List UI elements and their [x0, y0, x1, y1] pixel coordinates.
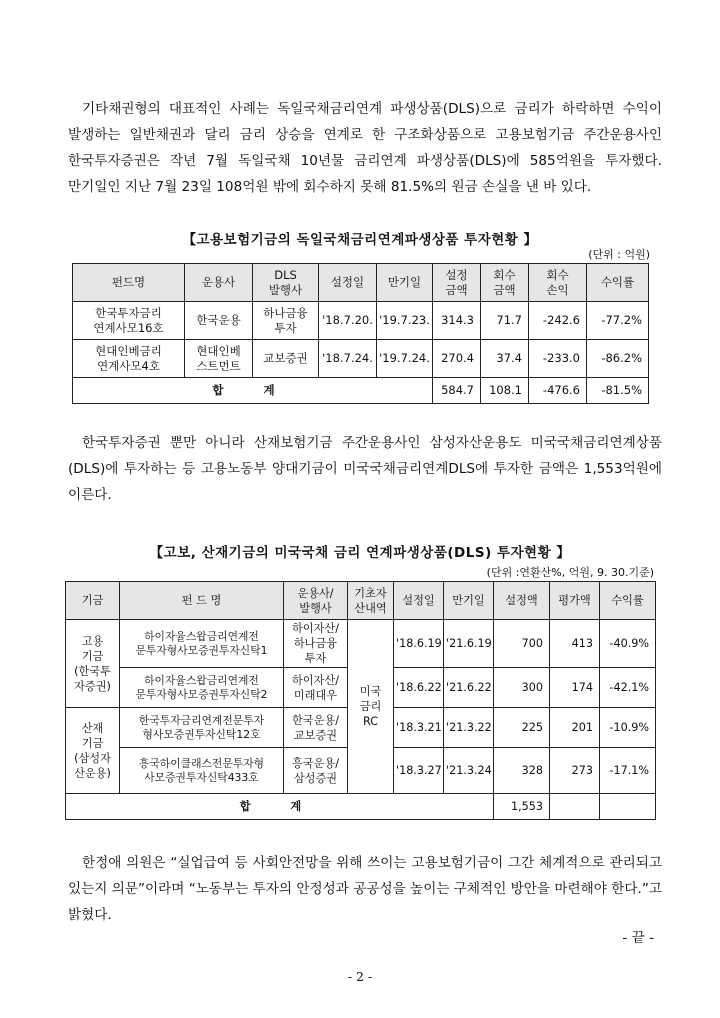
table2-unit: (단위 :연환산%, 억원, 9. 30.기준)	[486, 566, 654, 579]
table2-total-empty	[550, 794, 600, 820]
table1-total-recovered: 108.1	[481, 378, 529, 404]
table1-header-row	[73, 264, 649, 302]
table1-total-yield: -81.5%	[587, 378, 649, 404]
table2-cell-start: '18.6.22	[394, 668, 444, 708]
table2-cell-fund: 하이자율스왑금리연계전 문투자형사모증권투자신탁2	[120, 668, 284, 708]
table2-header-valuation: 평가액	[550, 582, 600, 620]
table1-header-recovered: 회수 금액	[481, 264, 529, 302]
paragraph-3-text: 한정애 의원은 “실업급여 등 사회안전망을 위해 쓰이는 고용보험기금이 그간 체계적으로 관리되고 있는지 의문”이라며 “노동부는 투자의 안정성과 공공성을 높이는 구체적인 방안을 마련해야 한다.”고 밝혔다.	[68, 855, 662, 923]
table2-header-fund-group: 기금	[66, 582, 120, 620]
table2-cell-start: '18.6.19	[394, 620, 444, 668]
table1-cell-pl: -233.0	[529, 340, 587, 378]
table1-header-pl: 회수 손익	[529, 264, 587, 302]
table1-cell-recovered: 71.7	[481, 302, 529, 340]
table2-header-underlying: 기초자 산내역	[348, 582, 394, 620]
table1-cell-yield: -86.2%	[587, 340, 649, 378]
table1-unit: (단위 : 억원)	[588, 248, 650, 261]
table1-cell-issuer: 하나금융 투자	[253, 302, 319, 340]
table1-cell-amount: 270.4	[433, 340, 481, 378]
table1-total-amount: 584.7	[433, 378, 481, 404]
table2-total-empty	[600, 794, 656, 820]
table2-cell-start: '18.3.27	[394, 748, 444, 794]
table2-cell-yield: -40.9%	[600, 620, 656, 668]
table2-group-industrial: 산재 기금 (삼성자 산운용)	[66, 708, 120, 794]
table1-cell-manager: 한국운용	[185, 302, 253, 340]
table2-header-manager: 운용사/ 발행사	[284, 582, 348, 620]
table2-cell-yield: -42.1%	[600, 668, 656, 708]
table1-cell-manager: 현대인베 스트먼트	[185, 340, 253, 378]
table2-cell-amount: 300	[494, 668, 550, 708]
table2-header-maturity: 만기일	[444, 582, 494, 620]
table2-cell-amount: 328	[494, 748, 550, 794]
table1-total-row	[73, 378, 649, 404]
table2-header-row	[66, 582, 656, 620]
table2-cell-yield: -10.9%	[600, 708, 656, 748]
table2-total-row	[66, 794, 656, 820]
table1-cell-yield: -77.2%	[587, 302, 649, 340]
table1-header-start: 설정일	[319, 264, 377, 302]
table2-cell-underlying: 미국 금리 RC	[348, 620, 394, 794]
table2-cell-yield: -17.1%	[600, 748, 656, 794]
table2-dls-us	[65, 581, 656, 820]
table1-cell-maturity: '19.7.23.	[377, 302, 433, 340]
table2-cell-fund: 흥국하이클래스전문투자형 사모증권투자신탁433호	[120, 748, 284, 794]
table1-header-fund: 펀드명	[73, 264, 185, 302]
table2-total-label: 합 계	[66, 794, 494, 820]
table2-cell-fund: 하이자율스왑금리연계전 문투자형사모증권투자신탁1	[120, 620, 284, 668]
table2-caption: 【고보, 산재기금의 미국국채 금리 연계파생상품(DLS) 투자현황 】	[149, 545, 571, 561]
table2-cell-maturity: '21.6.19	[444, 620, 494, 668]
table1-total-pl: -476.6	[529, 378, 587, 404]
paragraph-2-text: 한국투자증권 뿐만 아니라 산재보험기금 주간운용사인 삼성자산운용도 미국국채금리연계상품(DLS)에 투자하는 등 고용노동부 양대기금이 미국국채금리연계DLS에 투자한 금액은 1,553억원에 이른다.	[68, 435, 662, 503]
table1-header-maturity: 만기일	[377, 264, 433, 302]
paragraph-1-text: 기타채권형의 대표적인 사례는 독일국채금리연계 파생상품(DLS)으로 금리가 하락하면 수익이 발생하는 일반채권과 달리 금리 상승을 연계로 한 구조화상품으로 고용보험기금 주간운용사인 한국투자증권은 작년 7월 독일국채 10년물 금리연계 파생상품(DLS)에 585억원을 투자했다. 만기일인 지난 7월 23일 108억원 밖에 회수하지 못해 81.5%의 원금 손실을 낸 바 있다.	[68, 101, 662, 195]
page-number: - 2 -	[347, 969, 373, 984]
table2-header-amount: 설정액	[494, 582, 550, 620]
table2-cell-valuation: 201	[550, 708, 600, 748]
table1-header-issuer: DLS 발행사	[253, 264, 319, 302]
table1-cell-pl: -242.6	[529, 302, 587, 340]
table1-cell-fund: 현대인베금리 연계사모4호	[73, 340, 185, 378]
table-row	[66, 620, 656, 668]
end-mark: - 끝 -	[622, 930, 654, 946]
table1-caption: 【고용보험기금의 독일국채금리연계파생상품 투자현황 】	[182, 232, 538, 248]
table-row	[73, 340, 649, 378]
table1-total-label: 합 계	[73, 378, 433, 404]
table2-header-yield: 수익률	[600, 582, 656, 620]
table2-cell-manager: 하이자산/ 미래대우	[284, 668, 348, 708]
table2-total-amount: 1,553	[494, 794, 550, 820]
table2-group-employment: 고용 기금 (한국투 자증권)	[66, 620, 120, 708]
paragraph-3	[68, 850, 662, 928]
table1-cell-amount: 314.3	[433, 302, 481, 340]
table2-cell-valuation: 174	[550, 668, 600, 708]
table-row	[73, 302, 649, 340]
table1-cell-recovered: 37.4	[481, 340, 529, 378]
table2-cell-manager: 한국운용/ 교보증권	[284, 708, 348, 748]
table1-header-amount: 설정 금액	[433, 264, 481, 302]
table2-cell-amount: 700	[494, 620, 550, 668]
table2-cell-start: '18.3.21	[394, 708, 444, 748]
table1-cell-start: '18.7.20.	[319, 302, 377, 340]
table2-header-fund: 펀 드 명	[120, 582, 284, 620]
table2-cell-manager: 하이자산/ 하나금융 투자	[284, 620, 348, 668]
paragraph-1	[68, 96, 662, 200]
paragraph-2	[68, 430, 662, 508]
table1-header-yield: 수익률	[587, 264, 649, 302]
table1-cell-fund: 한국투자금리 연계사모16호	[73, 302, 185, 340]
table2-cell-valuation: 413	[550, 620, 600, 668]
table2-cell-manager: 흥국운용/ 삼성증권	[284, 748, 348, 794]
table1-cell-maturity: '19.7.24.	[377, 340, 433, 378]
table2-header-start: 설정일	[394, 582, 444, 620]
table2-cell-fund: 한국투자금리연계전문투자 형사모증권투자신탁12호	[120, 708, 284, 748]
table2-cell-maturity: '21.3.24	[444, 748, 494, 794]
table1-header-manager: 운용사	[185, 264, 253, 302]
table2-cell-maturity: '21.6.22	[444, 668, 494, 708]
table1-cell-issuer: 교보증권	[253, 340, 319, 378]
table2-cell-valuation: 273	[550, 748, 600, 794]
table1-dls-germany	[72, 263, 649, 404]
table2-cell-maturity: '21.3.22	[444, 708, 494, 748]
table2-cell-amount: 225	[494, 708, 550, 748]
table1-cell-start: '18.7.24.	[319, 340, 377, 378]
